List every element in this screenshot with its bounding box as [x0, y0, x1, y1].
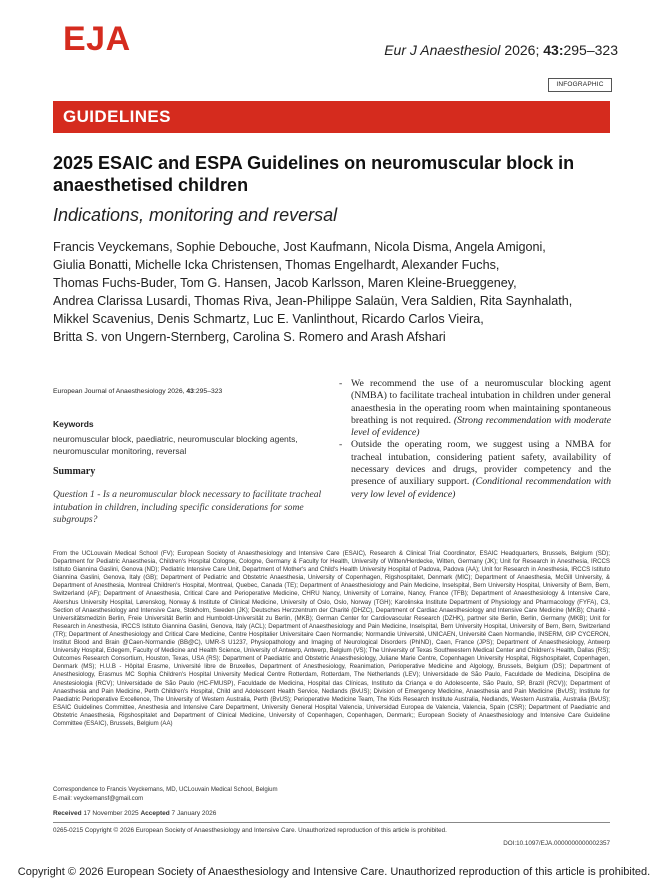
author-line: Britta S. von Ungern-Sternberg, Carolina S. Romero and Arash Afshari [53, 330, 446, 344]
author-line: Francis Veyckemans, Sophie Debouche, Jost Kaufmann, Nicola Disma, Angela Amigoni, [53, 240, 546, 254]
divider [53, 822, 610, 823]
accepted-date: 7 January 2026 [171, 810, 217, 817]
recommendation-item [339, 378, 611, 439]
correspondence [53, 786, 453, 803]
citation-volume: 43: [543, 42, 564, 58]
citation-pages: 295–323 [563, 42, 618, 58]
author-list [53, 238, 613, 346]
recommendation-strength: (Conditional recommendation with very low level of evidence) [351, 476, 611, 500]
doi-link[interactable]: DOI:10.1097/EJA.0000000000002357 [503, 840, 610, 847]
author-line: Thomas Fuchs-Buder, Tom G. Hansen, Jacob Karlsson, Maren Kleine-Brueggeney, [53, 276, 517, 290]
recommendation-text: We recommend the use of a neuromuscular blocking agent (NMBA) to facilitate tracheal intubation in children under general anaesthesia in the operating room when maintaining spontaneous breathing is not required. [351, 378, 611, 426]
list-marker: - [339, 439, 343, 451]
recommendation-item [339, 439, 611, 500]
recommendation-text: Outside the operating room, we suggest using a NMBA for tracheal intubation, considering patient safety, availability of necessary devices and drugs, provider competency and the presence of auxiliary support. [351, 439, 611, 488]
accepted-label: Accepted [140, 810, 170, 817]
affiliations: From the UCLouvain Medical School (FV); European Society of Anaesthesiology and Intensive Care (ESAIC), Research & Clinical Trial Coordinator, ESAIC Headquarters, Brussels, Belgium (SD); Department for Pediatric Anaesthesia, Children's Hospital Cologne, Cologne, Germany & Faculty for Health, University of Witten/Herdecke, Witten, Germany (JK); Unit for Research in Anesthesia, IRCCS Istituto Giannina Gaslini, Genova (ND); Pediatric Intensive Care Unit, Department of Mother's and Child's Health University Hospital of Padova, Padova (AA); Unit for Research in Anesthesia, IRCCS Istituto Giannina Gaslini, Genova, Italy (GB); Department of Pediatric and Obstetric Anaesthesia, University of Copenhagen, Rigshospitalet, Denmark (MIC); Department of Anaesthesia, McGill University, & Department of Anesthesia, Montreal Children's Hospital, Montreal, Quebec, Canada (TE); Department of Anaesthesiology and Pain Medicine, Inselspital, Bern University Hospital, University of Bern, Bern, Switzerland (AF); Department of Anaesthesia, Critical Care and Perioperative Medicine, CHRU Nancy, University of Lorraine, Nancy, France (TFB); Department of Anaesthesiology & Intensive Care, Akershus University Hospital, Lørenskog, Norway & Institute of Clinical Medicine, University of Oslo, Oslo, Norway (TGH); Karolinska Institute Department of Physiology and Pharmacology (FYFA), C3, Section of Anaesthesiology and Intensive Care, Stokholm, Sweden (JK); Deutsches Herzzentrum der Charité (DHZC), Department of Cardiac Anaesthesiology and Intensive Care Medicine (MKB); Charité - Universitätsmedizin Berlin, Freie Universität Berlin and Humboldt-Universität zu Berlin, (MKB); German Center for Cardiovascular Research (DZHK), partner site Berlin, Berlin, Germany (MKB); Unit for Research in Anesthesia, IRCCS Istituto Giannina Gaslini, Genova, Italy (ACL); Department of Anaesthesiology and Pain Medicine, Inselspital, Bern University Hospital, University of Bern, Bern, Switzerland (TR); Department of Anesthesiology and Critical Care Medicine, Centre Hospitalier Universitaire Caen Normandie; Normandie Université, UNICAEN, Université Caen Normandie, INSERM, GIP CYCERON, Institut Blood and Brain @Caen-Normandie (BB@C), UMR-S U1237, Physiopathology and Imaging of Neurological Disorders (PhIND), Caen, France (JPS); Department of Anaesthesiology, Antwerp University Hospital, Edegem, Faculty of Medicine and Health Science, University of Antwerp, Antwerp, Belgium (VS); The University of Texas Southwestern Medical Center and Children's Health, Dallas (RS); Outcomes Research Consortium, Houston, Texas, USA (RS); Department of Paediatric and Obstetric Anaesthesiology, Juliane Marie Centre, Copenhagen University Hospital, Rigshospitalet, Copenhagen, Denmark (MS); H.U.B - Hôpital Erasme, Université libre de Bruxelles, Department of Anesthesiology, Reanimation, Perioperative Medicine and Algology, Brussels, Belgium (DS); Department of Anesthesiology, Erasmus MC Sophia Children's Hospital University Medical Centre Rotterdam, Rotterdam, The Netherlands (LEV); Universidade de São Paulo, Faculdade de Medicina, Disciplina de Anestesiologia (RCV); Universidade de São Paulo (HC-FMUSP), Faculdade de Medicina, Hospital das Clínicas, Instituto da Criança e do Adolescente, São Paulo, SP, Brazil (RCV)); Department of Anaesthesia and Pain Medicine, Perth Children's Hospital, Child and Adolescent Health Service, Nedlands (BvUS); Division of Emergency Medicine, Anaesthesia and Pain Medicine (BvUS); Institute for Paediatric Perioperative Excellence, The University of Western Australia, Perth (BvUS); Perioperative Medicine Team, The Kids Research Institute Australia, Nedlands, Western Australia, Australia (BvUS); ESAIC Guidelines Committee, Anesthesia and Intensive Care Department, University General Hospital Valencia, Universidad Europea de Valencia, Valencia, Spain (CSR); Department of Paediatric and Obstetric Anaesthesia, Rigshospitalet and Department of Clinical Medicine, University of Copenhagen, Copenhagen, Denmark;; European Society of Anaesthesiology and Intensive Care Guideline Committee (ESAIC), Brussels, Belgium (AA) [53, 550, 610, 727]
journal-year: 2026, [167, 388, 185, 395]
keywords-text: neuromuscular block, paediatric, neuromuscular blocking agents, neuromuscular monitoring, reversal [53, 434, 298, 456]
journal-citation-line [53, 388, 222, 395]
recommendations-list [339, 378, 611, 501]
page-footer-copyright: Copyright © 2026 European Society of Anaesthesiology and Intensive Care. Unauthorized reproduction of this article is prohibited. [17, 866, 651, 878]
journal-citation [384, 42, 618, 58]
copyright-notice: 0265-0215 Copyright © 2026 European Society of Anaesthesiology and Intensive Care. Unauthorized reproduction of this article is prohibited. [53, 827, 447, 834]
received-date: 17 November 2025 [83, 810, 139, 817]
journal-abbrev: Eur J Anaesthesiol [384, 42, 501, 58]
correspondence-email[interactable]: E-mail: veyckemansf@gmail.com [53, 794, 144, 802]
article-dates [53, 810, 216, 817]
article-title: 2025 ESAIC and ESPA Guidelines on neuromuscular block in anaesthetised children [53, 153, 575, 195]
journal-name: European Journal of Anaesthesiology [53, 388, 166, 395]
recommendation-strength: (Strong recommendation with moderate level of evidence) [351, 414, 611, 439]
article-subtitle: Indications, monitoring and reversal [53, 205, 338, 225]
citation-year: 2026; [504, 42, 540, 58]
journal-pages: :295–323 [193, 388, 223, 395]
summary-heading: Summary [53, 466, 96, 477]
author-line: Giulia Bonatti, Michelle Icka Christensen, Thomas Engelhardt, Alexander Fuchs, [53, 258, 500, 272]
author-line: Mikkel Scavenius, Denis Schmartz, Luc E. Vanlinthout, Ricardo Carlos Vieira, [53, 312, 484, 326]
journal-volume: 43 [186, 388, 194, 395]
received-label: Received [53, 810, 82, 817]
infographic-tag[interactable]: INFOGRAPHIC [548, 78, 612, 92]
summary-question: Question 1 - Is a neuromuscular block necessary to facilitate tracheal intubation in children, including specific considerations for some subgroups? [53, 489, 322, 525]
correspondence-author: Correspondence to Francis Veyckemans, MD, UCLouvain Medical School, Belgium [53, 786, 278, 793]
list-marker: - [339, 378, 343, 389]
keywords-heading: Keywords [53, 419, 94, 429]
journal-logo: EJA [63, 20, 131, 58]
author-line: Andrea Clarissa Lusardi, Thomas Riva, Jean-Philippe Salaün, Vera Saldien, Rita Saynhalath, [53, 294, 573, 308]
section-banner-label: GUIDELINES [63, 107, 171, 126]
